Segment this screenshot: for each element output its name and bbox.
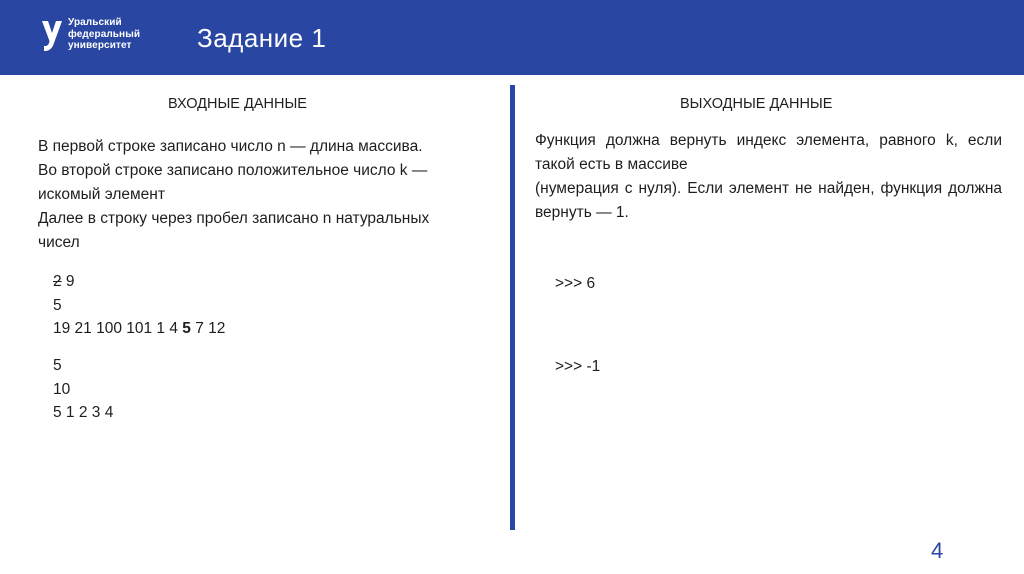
example-line: 5 1 2 3 4 (53, 404, 114, 421)
example-line: 5 (53, 357, 62, 374)
example-line: 10 (53, 380, 71, 398)
column-divider (510, 85, 515, 530)
logo-text (68, 17, 140, 52)
urfu-emblem-icon (40, 19, 64, 53)
output-description (535, 129, 1002, 225)
input-description-line: Далее в строку через пробел записано n натуральных (38, 210, 430, 227)
logo-line: университет (68, 40, 132, 51)
output-result-1: >>> 6 (555, 275, 596, 292)
slide-title: Задание 1 (197, 23, 327, 53)
highlighted-value: 5 (182, 320, 191, 337)
page-number: 4 (931, 538, 944, 563)
input-description-line: Во второй строке записано положительное число k — (38, 162, 428, 179)
input-example-2 (53, 354, 113, 425)
output-paragraph: Функция должна вернуть индекс элемента, равного k, если такой есть в массиве (535, 132, 1002, 173)
input-description (38, 135, 488, 255)
input-description-line: чисел (38, 234, 80, 251)
logo-line: Уральский (68, 17, 122, 28)
example-value: 9 (61, 273, 75, 290)
logo-line: федеральный (68, 28, 141, 40)
input-heading: ВХОДНЫЕ ДАННЫЕ (168, 96, 307, 112)
input-description-line: В первой строке записано число n — длина массива. (38, 138, 423, 155)
input-example-1 (53, 270, 225, 341)
header-bar (0, 0, 1024, 75)
urfu-logo (40, 17, 180, 57)
output-result-2: >>> -1 (555, 358, 601, 375)
example-value: 7 12 (190, 320, 226, 337)
output-heading: ВЫХОДНЫЕ ДАННЫЕ (680, 96, 833, 112)
example-line: 5 (53, 296, 62, 314)
example-value: 19 21 100 101 1 4 (53, 320, 183, 337)
struck-value: 2 (53, 273, 62, 290)
example-line (53, 270, 225, 294)
output-paragraph: (нумерация с нуля). Если элемент не найден, функция должна вернуть — 1. (535, 180, 1002, 221)
example-line (53, 317, 225, 341)
input-description-line: искомый элемент (38, 186, 165, 203)
